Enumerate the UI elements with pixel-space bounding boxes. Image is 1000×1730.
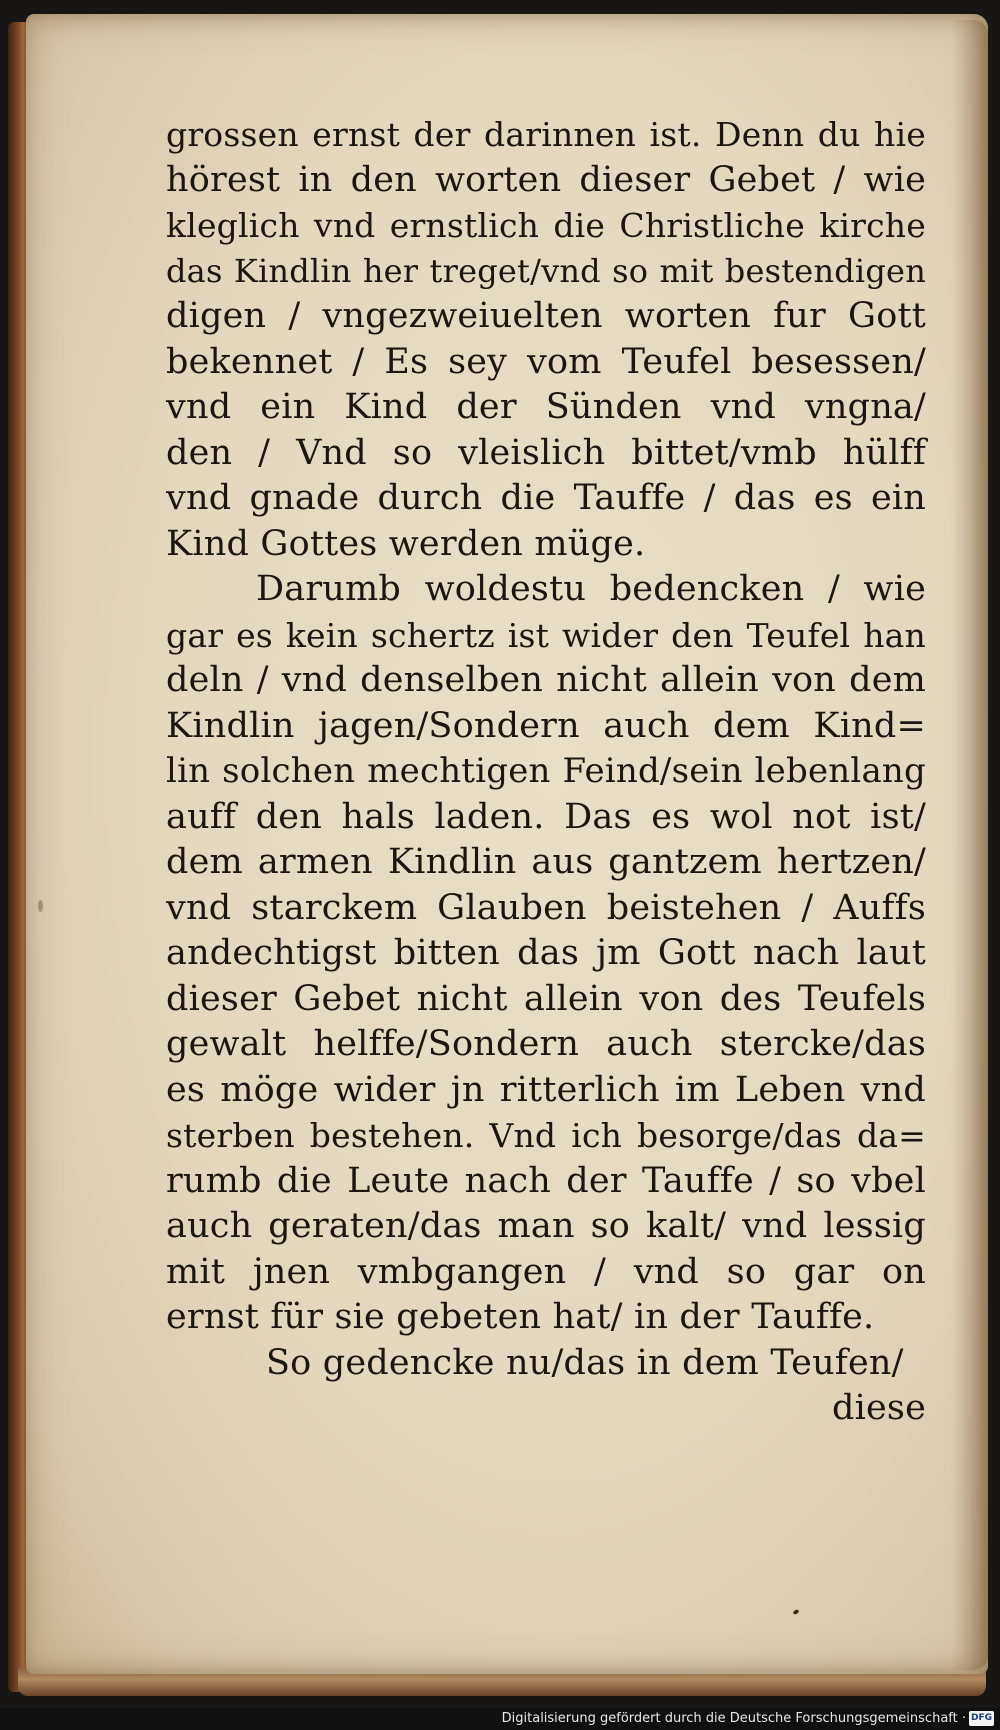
text-line-3: kleglich vnd ernstlich die Christliche kirche xyxy=(166,206,926,245)
text-line-13: deln / vnd denselben nicht allein von dem xyxy=(166,660,926,700)
text-line-16: auff den hals laden. Das es wol not ist/ xyxy=(166,796,926,837)
text-line-23: sterben bestehen. Vnd ich besorge/das da= xyxy=(166,1116,926,1155)
text-line-19: andechtigst bitten das jm Gott nach laut xyxy=(166,933,926,973)
text-line-7: vnd ein Kind der Sünden vnd vngna/ xyxy=(166,387,926,427)
text-line-2: hörest in den worten dieser Gebet / wie xyxy=(166,159,926,200)
text-line-17: dem armen Kindlin aus gantzem hertzen/ xyxy=(166,842,926,882)
text-line-24: rumb die Leute nach der Tauffe / so vbel xyxy=(166,1160,926,1201)
text-line-25: auch geraten/das man so kalt/ vnd lessig xyxy=(166,1206,926,1246)
page-text xyxy=(166,112,926,1432)
text-line-21: gewalt helffe/Sondern auch stercke/das xyxy=(166,1024,926,1064)
text-line-14: Kindlin jagen/Sondern auch dem Kind= xyxy=(166,705,926,746)
text-line-1: grossen ernst der darinnen ist. Denn du hie xyxy=(166,115,926,154)
text-line-22: es möge wider jn ritterlich im Leben vnd xyxy=(166,1069,926,1110)
text-line-28: So gedencke nu/das in dem Teufen/ xyxy=(266,1342,904,1383)
text-line-5: digen / vngezweiuelten worten fur Gott xyxy=(166,296,926,336)
text-line-9: vnd gnade durch die Tauffe / das es ein xyxy=(166,478,926,518)
text-line-6: bekennet / Es sey vom Teufel besessen/ xyxy=(166,341,926,382)
text-line-18: vnd starckem Glauben beistehen / Auffs xyxy=(166,887,926,928)
text-line-26: mit jnen vmbgangen / vnd so gar on xyxy=(166,1251,926,1292)
text-line-11: Darumb woldestu bedencken / wie xyxy=(256,569,926,609)
text-line-27: ernst für sie gebeten hat/ in der Tauffe. xyxy=(166,1297,875,1337)
paper-stain xyxy=(38,900,43,912)
text-line-8: den / Vnd so vleislich bittet/vmb hülff xyxy=(166,432,926,473)
text-line-12: gar es kein schertz ist wider den Teufel han xyxy=(166,615,926,655)
dfg-logo: DFG xyxy=(969,1711,994,1726)
text-line-20: dieser Gebet nicht allein von des Teufels xyxy=(166,978,926,1019)
text-line-4: das Kindlin her treget/vnd so mit bestendigen xyxy=(166,251,926,290)
text-line-10: Kind Gottes werden müge. xyxy=(166,523,646,564)
digitization-credit: Digitalisierung gefördert durch die Deutsche Forschungsgemeinschaft · xyxy=(501,1711,966,1726)
text-line-15: lin solchen mechtigen Feind/sein lebenlang xyxy=(166,751,926,791)
catchword: diese xyxy=(832,1388,926,1428)
